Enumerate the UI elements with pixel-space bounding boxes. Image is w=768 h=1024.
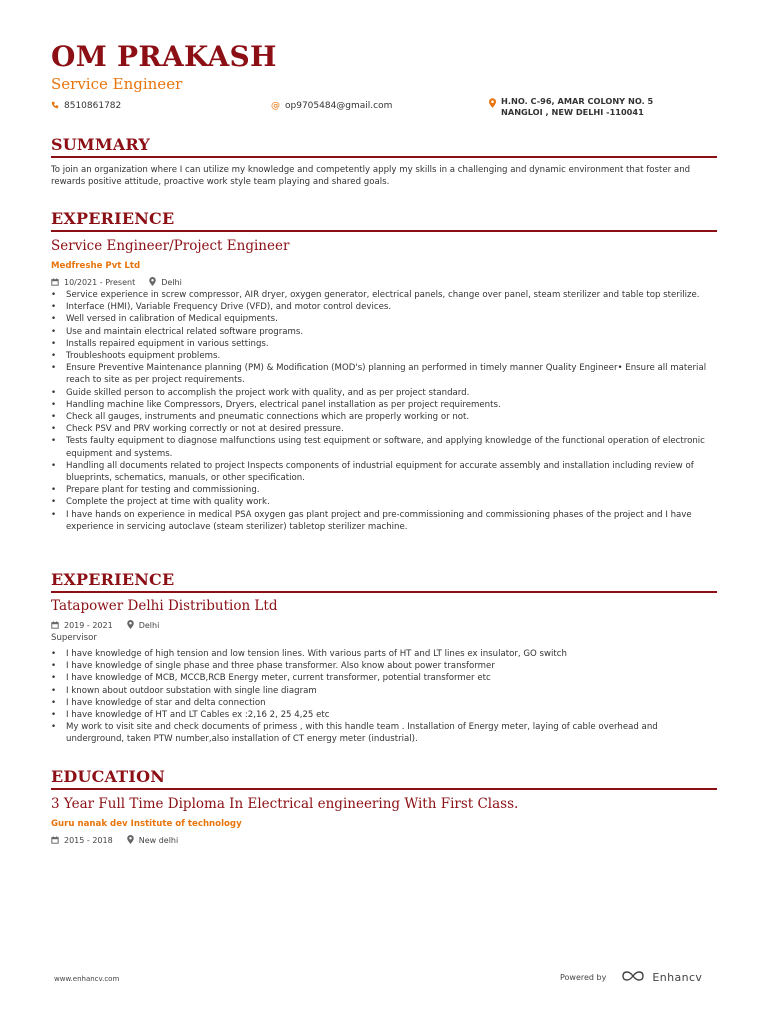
education-location: New delhi <box>138 836 179 845</box>
calendar-icon <box>51 278 59 288</box>
enhancv-infinity-logo-icon <box>620 970 646 984</box>
job-bullets-2 <box>51 648 717 746</box>
list-item: • I known about outdoor substation with single line diagram <box>51 685 717 697</box>
degree-title: 3 Year Full Time Diploma In Electrical engineering With First Class. <box>51 796 519 812</box>
candidate-name: OM PRAKASH <box>51 40 277 73</box>
job-title-2: Tatapower Delhi Distribution Ltd <box>51 598 278 614</box>
job-dates-2: 2019 - 2021 <box>64 621 113 630</box>
powered-by <box>560 970 702 984</box>
candidate-role: Service Engineer <box>51 75 183 93</box>
brand-name: Enhancv <box>652 970 703 984</box>
education-dates: 2015 - 2018 <box>64 836 113 845</box>
job-location-2: Delhi <box>138 621 160 630</box>
list-item: • I have knowledge of high tension and low tension lines. With various parts of HT and LT lines ex insulator, GO switch <box>51 648 717 660</box>
phone-icon <box>51 101 59 112</box>
list-item: • Handling machine like Compressors, Dryers, electrical panel installation as per project requirements. <box>51 399 717 411</box>
list-item: • Check PSV and PRV working correctly or not at desired pressure. <box>51 423 717 435</box>
job-meta-2 <box>51 620 159 631</box>
experience-heading-2: EXPERIENCE <box>51 570 717 593</box>
website-link[interactable]: www.enhancv.com <box>54 975 120 983</box>
map-pin-icon <box>149 277 156 288</box>
list-item: • Installs repaired equipment in various settings. <box>51 338 717 350</box>
map-pin-icon <box>127 835 134 846</box>
contact-email <box>271 101 392 111</box>
list-item: • I have knowledge of single phase and three phase transformer. Also know about power transformer <box>51 660 717 672</box>
powered-by-label: Powered by <box>560 972 607 982</box>
phone-number: 8510861782 <box>64 101 122 111</box>
job-position-2: Supervisor <box>51 633 97 643</box>
company-name-1: Medfreshe Pvt Ltd <box>51 261 141 271</box>
list-item: • Use and maintain electrical related software programs. <box>51 326 717 338</box>
list-item: • Check all gauges, instruments and pneumatic connections which are properly working or not. <box>51 411 717 423</box>
contact-address <box>489 96 679 118</box>
list-item: • Interface (HMI), Variable Frequency Drive (VFD), and motor control devices. <box>51 301 717 313</box>
job-meta-1 <box>51 277 182 288</box>
calendar-icon <box>51 621 59 631</box>
email-address: op9705484@gmail.com <box>285 101 393 111</box>
contact-phone <box>51 101 121 112</box>
calendar-icon <box>51 836 59 846</box>
job-bullets-1 <box>51 289 717 533</box>
list-item: • Service experience in screw compressor, AIR dryer, oxygen generator, electrical panels, change over panel, steam sterilizer and table top sterilize. <box>51 289 717 301</box>
summary-text: To join an organization where I can utilize my knowledge and competently apply my skills in a challenging and dynamic environment that foster and rewards positive attitude, proactive work style team playing and shared goals. <box>51 165 691 188</box>
list-item: • I have knowledge of HT and LT Cables ex :2,16 2, 25 4,25 etc <box>51 709 717 721</box>
institute-name: Guru nanak dev Institute of technology <box>51 819 242 829</box>
education-meta <box>51 835 178 846</box>
address-line-1: H.NO. C-96, AMAR COLONY NO. 5 <box>501 96 654 106</box>
job-dates-1: 10/2021 - Present <box>64 278 136 287</box>
list-item: • I have knowledge of star and delta connection <box>51 697 717 709</box>
education-heading: EDUCATION <box>51 767 717 790</box>
list-item: • Prepare plant for testing and commissioning. <box>51 484 717 496</box>
list-item: • Well versed in calibration of Medical equipments. <box>51 313 717 325</box>
job-title-1: Service Engineer/Project Engineer <box>51 238 290 254</box>
list-item: • Ensure Preventive Maintenance planning (PM) & Modification (MOD's) planning an performed in timely manner Quality Engineer• Ensure all material reach to site as per project requirements. <box>51 362 717 386</box>
list-item: • I have knowledge of MCB, MCCB,RCB Energy meter, current transformer, potential transformer etc <box>51 672 717 684</box>
job-location-1: Delhi <box>161 278 182 287</box>
list-item: • Troubleshoots equipment problems. <box>51 350 717 362</box>
map-pin-icon <box>127 620 134 631</box>
list-item: • Complete the project at time with quality work. <box>51 496 717 508</box>
map-pin-icon <box>489 98 496 111</box>
summary-heading: SUMMARY <box>51 135 717 158</box>
list-item: • Tests faulty equipment to diagnose malfunctions using test equipment or software, and applying knowledge of the functional operation of electronic equipment and systems. <box>51 435 717 459</box>
list-item: • Handling all documents related to project Inspects components of industrial equipment for accurate assembly and installation including review of blueprints, schematics, manuals, or other specification. <box>51 460 717 484</box>
list-item: • Guide skilled person to accomplish the project work with quality, and as per project standard. <box>51 387 717 399</box>
address-line-2: NANGLOI , NEW DELHI -110041 <box>501 107 644 117</box>
list-item: • My work to visit site and check documents of primess , with this handle team . Installation of Energy meter, laying of cable overhead and underground, taken PTW number,also installation of CT energy meter (industrial). <box>51 721 717 745</box>
list-item: • I have hands on experience in medical PSA oxygen gas plant project and pre-commissioning and commissioning phases of the project and I have experience in servicing autoclave (steam sterilizer) tabletop sterilizer machine. <box>51 509 717 533</box>
experience-heading-1: EXPERIENCE <box>51 209 717 232</box>
at-icon: @ <box>271 101 280 111</box>
